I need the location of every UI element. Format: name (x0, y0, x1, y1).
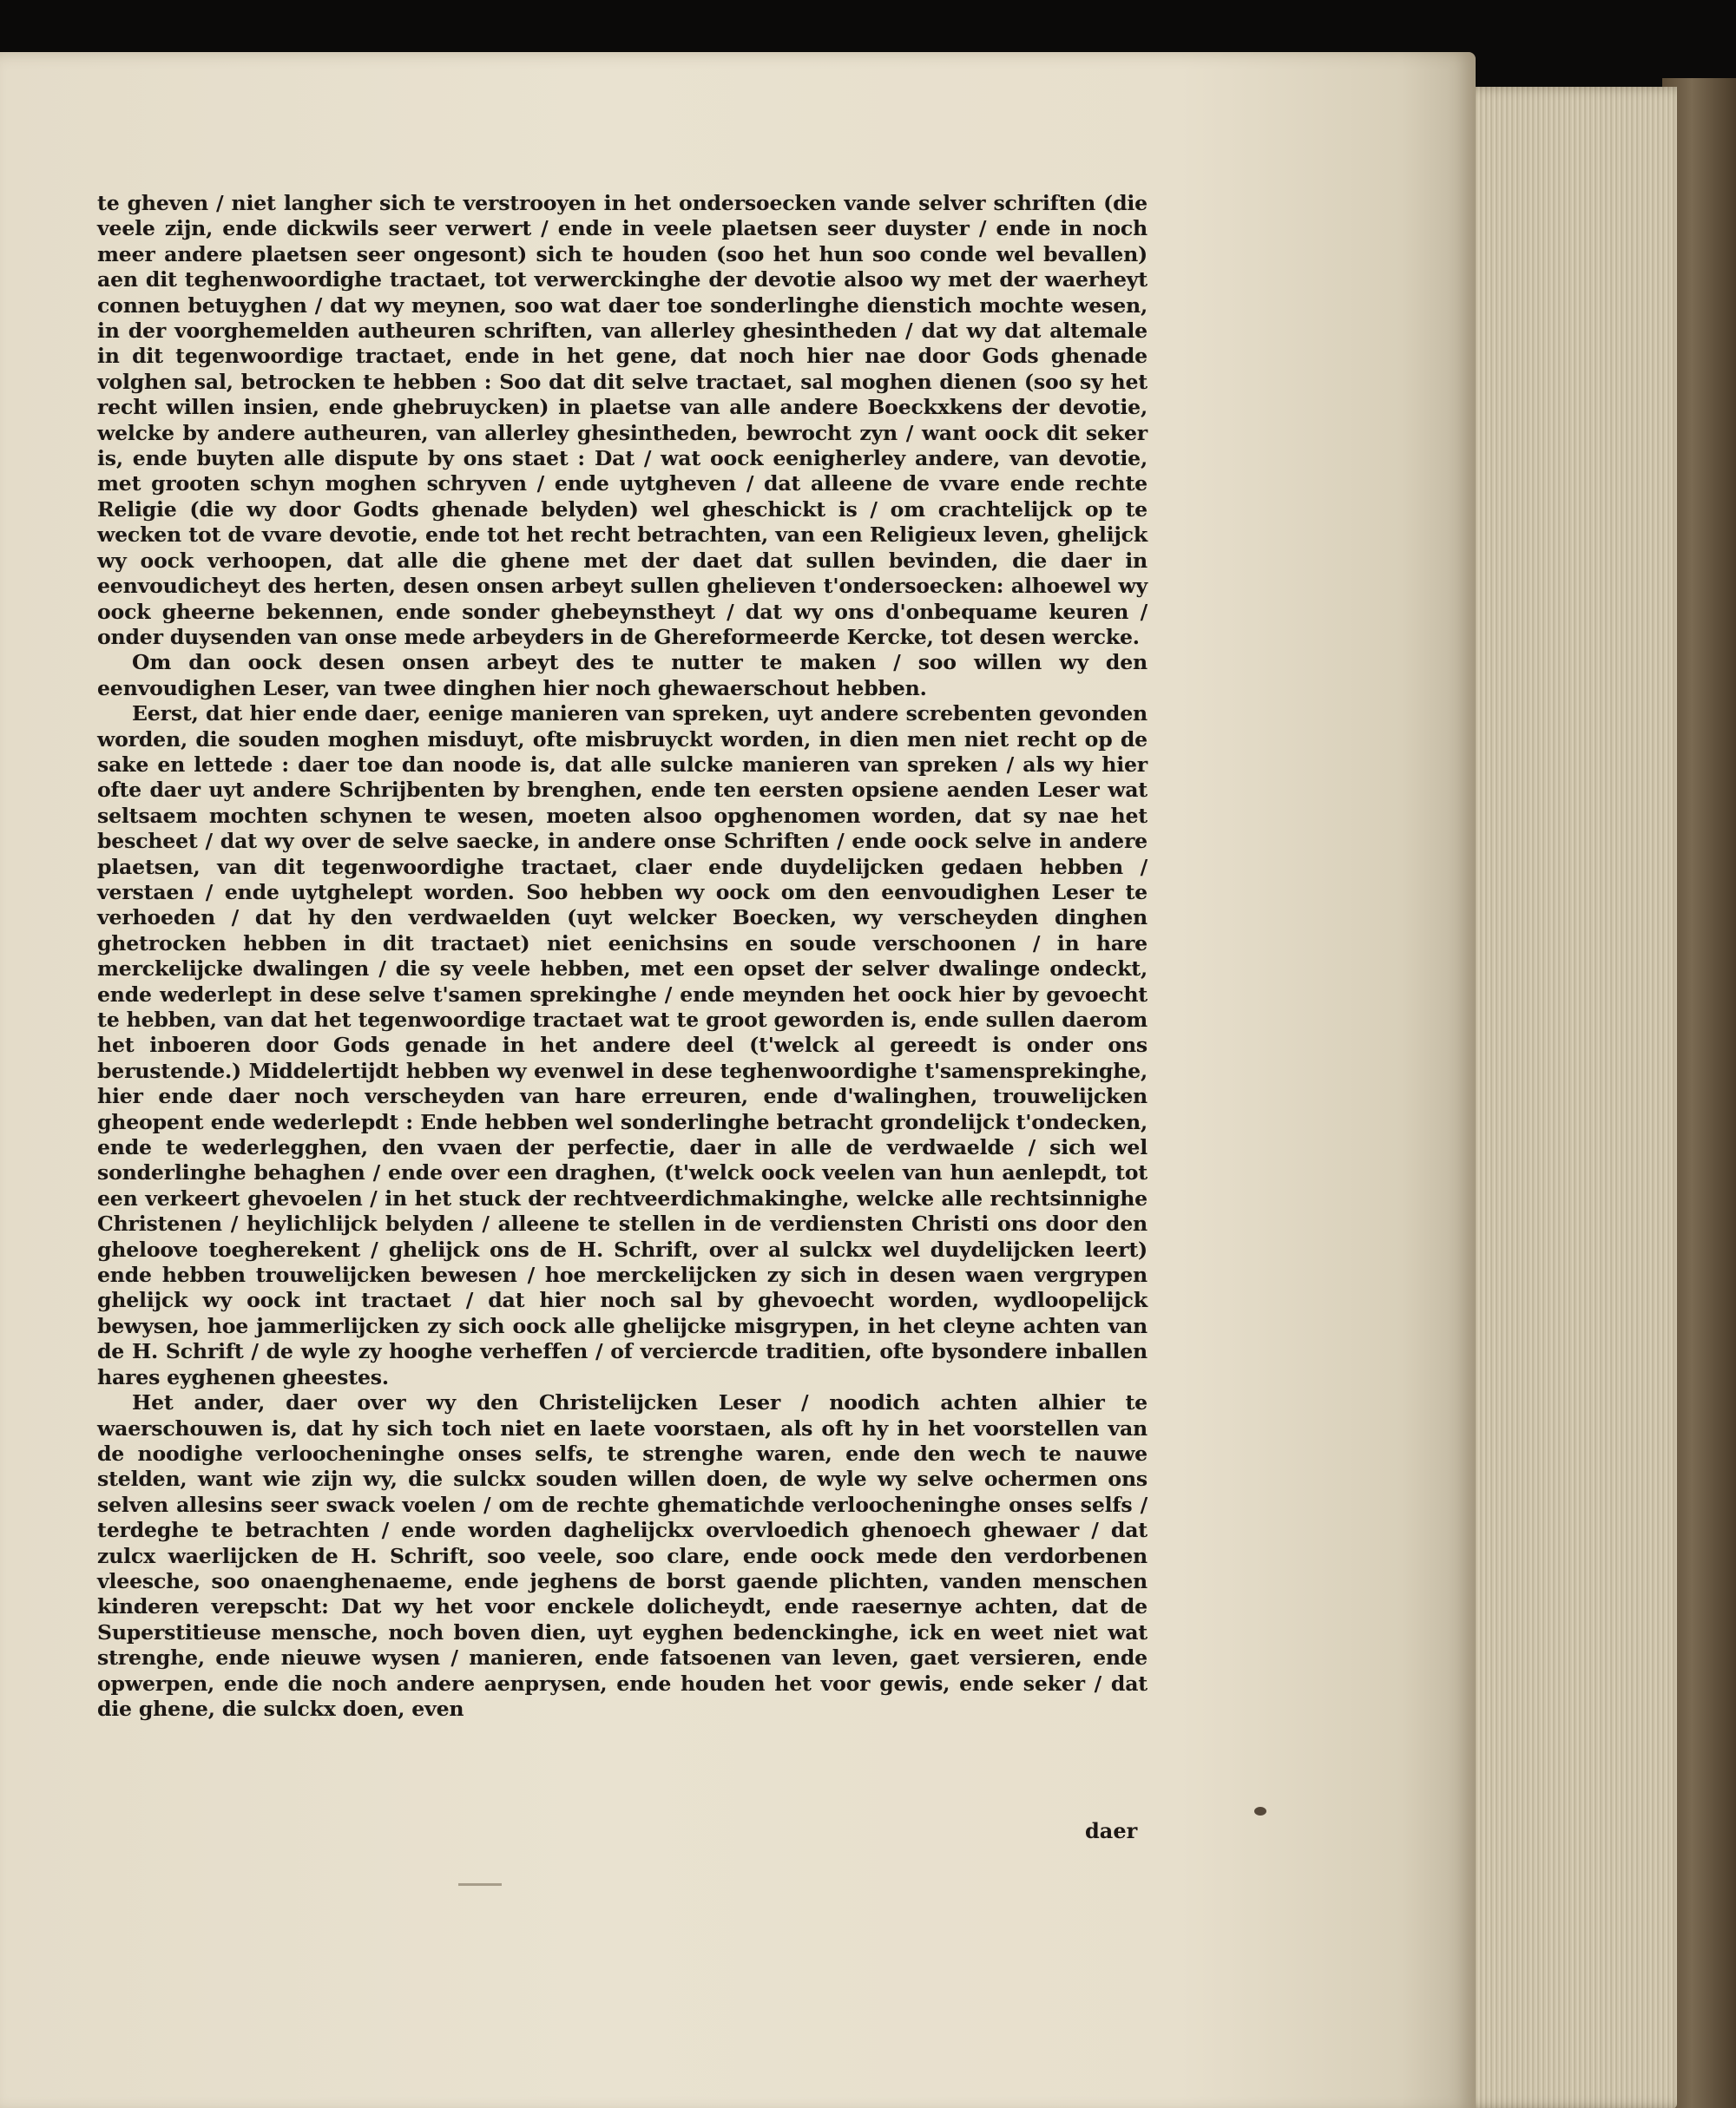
paragraph: Eerst, dat hier ende daer, eenige manieren van spreken, uyt andere screbenten gevonden worden, die souden moghen misduyt, ofte misbruyckt worden, in dien men niet recht op de sake en lettede : daer toe dan noode is, dat alle sulcke manieren van spreken / als wy hier ofte daer uyt andere Schrijbenten by brenghen, ende ten eersten opsiene aenden Leser wat seltsaem mochten schynen te wesen, moeten alsoo opghenomen worden, dat sy nae het bescheet / dat wy over de selve saecke, in andere onse Schriften / ende oock selve in andere plaetsen, van dit tegenwoordighe tractaet, claer ende duydelijcken gedaen hebben / verstaen / ende uytghelept worden. Soo hebben wy oock om den eenvoudighen Leser te verhoeden / dat hy den verdwaelden (uyt welcker Boecken, wy verscheyden dinghen ghetrocken hebben in dit tractaet) niet eenichsins en soude verschoonen / in hare merckelijcke dwalingen / die sy veele hebben, met een opset der selver dwalinge ondeckt, ende wederlept in dese selve t'samen sprekinghe / ende meynden het oock hier by gevoecht te hebben, van dat het tegenwoordige tractaet wat te groot geworden is, ende sullen daerom het inboeren door Gods genade in het andere deel (t'welck al gereedt is onder ons berustende.) Middelertijdt hebben wy evenwel in dese teghenwoordighe t'samensprekinghe, hier ende daer noch verscheyden van hare erreuren, ende d'walinghen, trouwelijcken gheopent ende wederlepdt : Ende hebben wel sonderlinghe betracht grondelijck t'ondecken, ende te wederlegghen, den vvaen der perfectie, daer in alle de verdwaelde / sich wel sonderlinghe behaghen / ende over een draghen, (t'welck oock veelen van hun aenlepdt, tot een verkeert ghevoelen / in het stuck der rechtveerdichmakinghe, welcke alle rechtsinnighe Christenen / heylichlijck belyden / alleene te stellen in de verdiensten Christi ons door den gheloove toegherekent / ghelijck ons de H. Schrift, over al sulckx wel duydelijcken leert) ende hebben trouwelijcken bewesen / hoe merckelijcken zy sich in desen waen vergrypen ghelijck wy oock int tractaet / dat hier noch sal by ghevoecht worden, wydloopelijck bewysen, hoe jammerlijcken zy sich oock alle ghelijcke misgrypen, in het cleyne achten van de H. Schrift / de wyle zy hooghe verheffen / of verciercde traditien, ofte bysondere inballen hares eyghenen gheestes. (97, 701, 1147, 1389)
body-text (97, 191, 1147, 1722)
catchword: daer (1085, 1818, 1138, 1843)
page-edges (1451, 87, 1677, 2108)
pencil-mark (458, 1883, 502, 1886)
ink-mark (1254, 1807, 1266, 1816)
paragraph: Het ander, daer over wy den Christelijcken Leser / noodich achten alhier te waerschouwen is, dat hy sich toch niet en laete voorstaen, als oft hy in het voorstellen van de noodighe verloocheninghe onses selfs, te strenghe waren, ende den wech te nauwe stelden, want wie zijn wy, die sulckx souden willen doen, de wyle wy selve ochermen ons selven allesins seer swack voelen / om de rechte ghematichde verloocheninghe onses selfs / terdeghe te betrachten / ende worden daghelijckx overvloedich ghenoech ghewaer / dat zulcx waerlijcken de H. Schrift, soo veele, soo clare, ende oock mede den verdorbenen vleesche, soo onaenghenaeme, ende jeghens de borst gaende plichten, vanden menschen kinderen verepscht: Dat wy het voor enckele dolicheydt, ende raesernye achten, dat de Superstitieuse mensche, noch boven dien, uyt eyghen bedenckinghe, ick en weet niet wat strenghe, ende nieuwe wysen / manieren, ende fatsoenen van leven, gaet versieren, ende opwerpen, ende die noch andere aenprysen, ende houden het voor gewis, ende seker / dat die ghene, die sulckx doen, even (97, 1390, 1147, 1721)
paragraph: Om dan oock desen onsen arbeyt des te nutter te maken / soo willen wy den eenvoudighen Leser, van twee dinghen hier noch ghewaerschout hebben. (97, 650, 1147, 700)
paragraph: te gheven / niet langher sich te verstrooyen in het ondersoecken vande selver schriften (die veele zijn, ende dickwils seer verwert / ende in veele plaetsen seer duyster / ende in noch meer andere plaetsen seer ongesont) sich te houden (soo het hun soo conde wel bevallen) aen dit teghenwoordighe tractaet, tot verwerckinghe der devotie alsoo wy met der waerheyt connen betuyghen / dat wy meynen, soo wat daer toe sonderlinghe dienstich mochte wesen, in der voorghemelden autheuren schriften, van allerley ghesintheden / dat wy dat altemale in dit tegenwoordige tractaet, ende in het gene, dat noch hier nae door Gods ghenade volghen sal, betrocken te hebben : Soo dat dit selve tractaet, sal moghen dienen (soo sy het recht willen insien, ende ghebruycken) in plaetse van alle andere Boeckxkens der devotie, welcke by andere autheuren, van allerley ghesintheden, bewrocht zyn / want oock dit seker is, ende buyten alle dispute by ons staet : Dat / wat oock eenigherley andere, van devotie, met grooten schyn moghen schryven / ende uytgheven / dat alleene de vvare ende rechte Religie (die wy door Godts ghenade belyden) wel gheschickt is / om crachtelijck op te wecken tot de vvare devotie, ende tot het recht betrachten, van een Religieux leven, ghelijck wy oock verhoopen, dat alle die ghene met der daet dat sullen bevinden, die daer in eenvoudicheyt des herten, desen onsen arbeyt sullen ghelieven t'ondersoecken: alhoewel wy oock gheerne bekennen, ende sonder ghebeynstheyt / dat wy ons d'onbequame keuren / onder duysenden van onse mede arbeyders in de Ghereformeerde Kercke, tot desen wercke. (97, 191, 1147, 649)
